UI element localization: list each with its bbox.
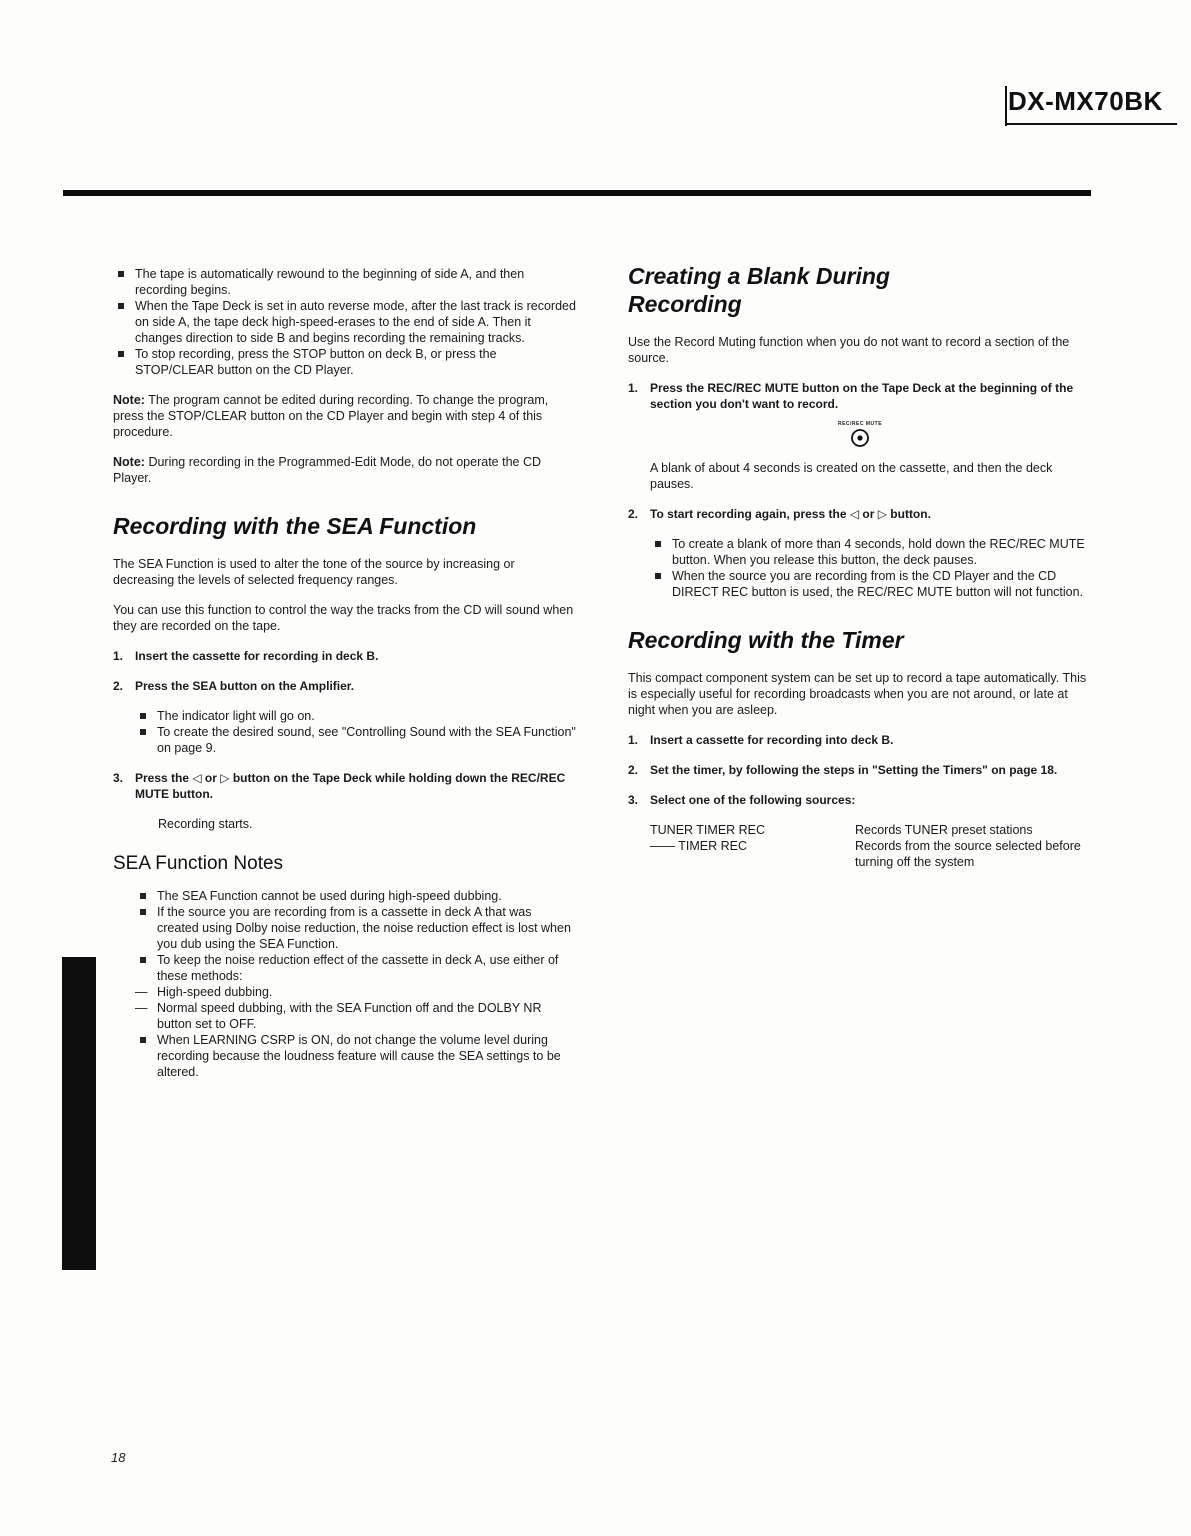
list-item: To create a blank of more than 4 seconds, hold down the REC/REC MUTE button. When you release this button, the deck pauses. (650, 536, 1092, 568)
step-text: To start recording again, press the ◁ or ▷ button. (650, 507, 931, 521)
step-3 (628, 792, 1092, 808)
step-1 (628, 732, 1092, 748)
model-number: DX-MX70BK (1008, 86, 1163, 116)
step-number: 3. (113, 771, 124, 785)
title-line: Creating a Blank During (628, 263, 890, 289)
dash-item: — High-speed dubbing. (135, 984, 576, 1000)
side-tab (62, 957, 96, 1270)
note-text: The program cannot be edited during recording. To change the program, press the STOP/CLEAR button on the CD Player and begin with step 4 of this procedure. (113, 393, 549, 439)
notes-list (135, 888, 576, 1080)
step-2 (628, 506, 1092, 522)
section-title-blank (628, 262, 1092, 318)
step-3 (113, 770, 576, 802)
step-text: Set the timer, by following the steps in "Setting the Timers" on page 18. (650, 763, 1058, 777)
dash-item: — Normal speed dubbing, with the SEA Function off and the DOLBY NR button set to OFF. (135, 1000, 576, 1032)
step-result: Recording starts. (158, 817, 253, 831)
source-desc: Records from the source selected before turning off the system (855, 839, 1081, 869)
step-number: 2. (113, 679, 124, 693)
left-column (113, 266, 576, 1094)
list-item: The SEA Function cannot be used during high-speed dubbing. (135, 888, 576, 904)
blank-bullets (650, 536, 1092, 600)
intro-bullets (113, 266, 576, 378)
title-line: Recording (628, 291, 742, 317)
note-text: During recording in the Programmed-Edit Mode, do not operate the CD Player. (113, 455, 542, 485)
step-text: Press the ◁ or ▷ button on the Tape Deck while holding down the REC/REC MUTE button. (135, 771, 566, 801)
list-item: When the Tape Deck is set in auto reverse mode, after the last track is recorded on side A, the tape deck high-speed-erases to the end of side A. Then it changes direction to side B and begins recording the remaining tracks. (113, 298, 576, 346)
step-number: 1. (628, 381, 639, 395)
header-rule (63, 190, 1091, 196)
step-2-bullets (135, 708, 576, 756)
section-title-sea: Recording with the SEA Function (113, 513, 477, 539)
step-2 (113, 678, 576, 694)
source-name: —— TIMER REC (650, 839, 747, 853)
list-item: When the source you are recording from is the CD Player and the CD DIRECT REC button is used, the REC/REC MUTE button will not function. (650, 568, 1092, 600)
step-text: Insert the cassette for recording in deck B. (135, 649, 379, 663)
paragraph: The SEA Function is used to alter the tone of the source by increasing or decreasing the levels of selected frequency ranges. (113, 557, 515, 587)
list-item: The tape is automatically rewound to the beginning of side A, and then recording begins. (113, 266, 576, 298)
model-underline (1005, 123, 1177, 125)
step-text: Select one of the following sources: (650, 793, 856, 807)
source-table (650, 822, 1092, 870)
page-number: 18 (111, 1450, 126, 1465)
list-item: When LEARNING CSRP is ON, do not change the volume level during recording because the loudness feature will cause the SEA settings to be altered. (135, 1032, 576, 1080)
note-label: Note: (113, 455, 145, 469)
source-desc: Records TUNER preset stations (855, 823, 1033, 837)
step-2 (628, 762, 1092, 778)
right-column (628, 262, 1092, 870)
rec-mute-button-icon (850, 428, 870, 448)
step-text: Press the REC/REC MUTE button on the Tape Deck at the beginning of the section you don't want to record. (650, 381, 1074, 411)
list-item: To stop recording, press the STOP button on deck B, or press the STOP/CLEAR button on the CD Player. (113, 346, 576, 378)
list-item: To create the desired sound, see "Controlling Sound with the SEA Function" on page 9. (135, 724, 576, 756)
note-label: Note: (113, 393, 145, 407)
step-number: 2. (628, 763, 639, 777)
step-number: 3. (628, 793, 639, 807)
step-result: A blank of about 4 seconds is created on the cassette, and then the deck pauses. (650, 461, 1053, 491)
step-1 (113, 648, 576, 664)
note-1 (113, 392, 576, 440)
section-title-timer: Recording with the Timer (628, 627, 904, 653)
rec-mute-button-figure (628, 420, 1092, 452)
step-text: Insert a cassette for recording into deck B. (650, 733, 894, 747)
section-title-notes: SEA Function Notes (113, 853, 284, 874)
model-bar (1005, 86, 1007, 126)
list-item: To keep the noise reduction effect of the cassette in deck A, use either of these methods: (135, 952, 576, 984)
list-item: If the source you are recording from is a cassette in deck A that was created using Dolby noise reduction, the noise reduction effect is lost when you dub using the SEA Function. (135, 904, 576, 952)
step-number: 1. (113, 649, 124, 663)
paragraph: You can use this function to control the way the tracks from the CD will sound when they are recorded on the tape. (113, 603, 574, 633)
step-number: 1. (628, 733, 639, 747)
paragraph: This compact component system can be set up to record a tape automatically. This is especially useful for recording broadcasts when you are not around, or late at night when you are asleep. (628, 671, 1087, 717)
paragraph: Use the Record Muting function when you do not want to record a section of the source. (628, 335, 1070, 365)
step-number: 2. (628, 507, 639, 521)
button-label: REC/REC MUTE (837, 421, 883, 427)
step-text: Press the SEA button on the Amplifier. (135, 679, 355, 693)
note-2 (113, 454, 576, 486)
list-item: The indicator light will go on. (135, 708, 576, 724)
source-name: TUNER TIMER REC (650, 823, 766, 837)
step-1 (628, 380, 1092, 412)
